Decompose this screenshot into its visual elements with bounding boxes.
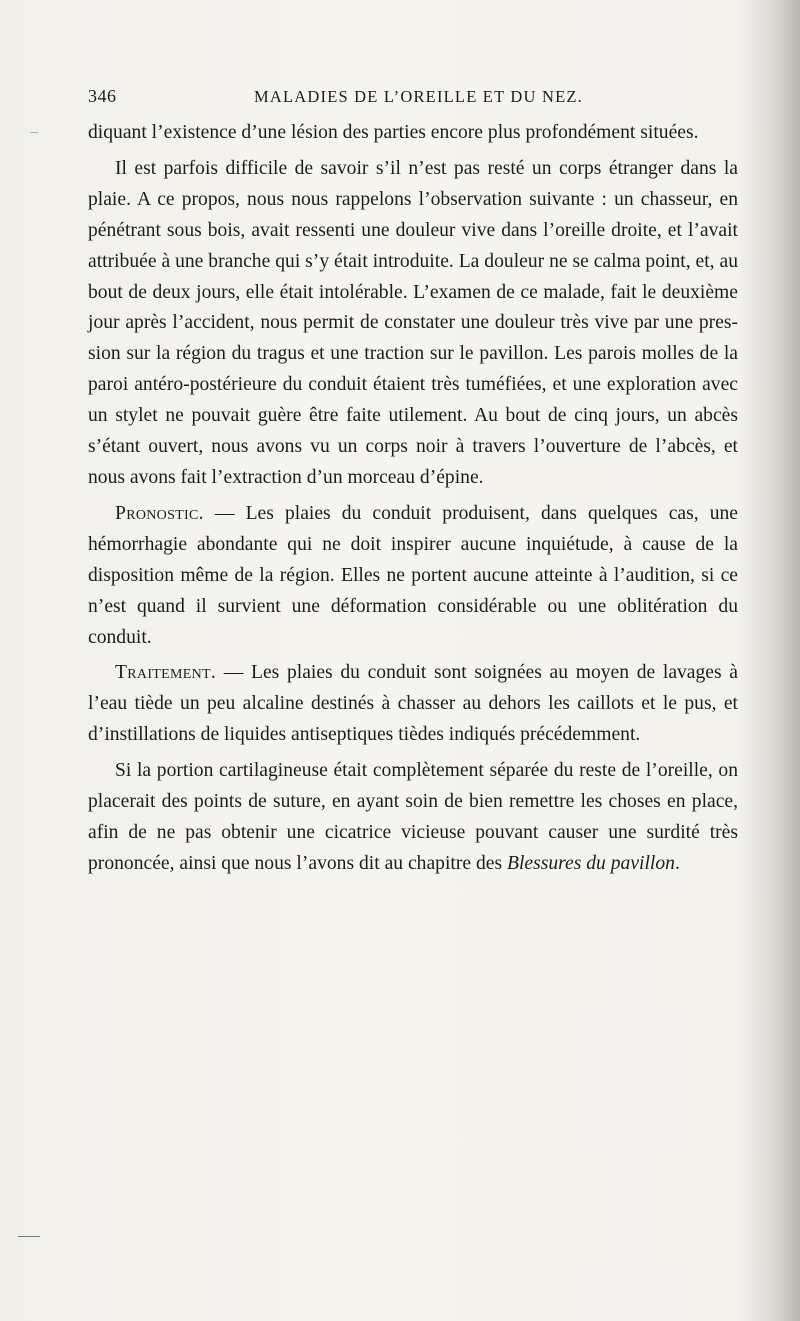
running-header bbox=[88, 86, 738, 110]
page-number: 346 bbox=[88, 86, 117, 106]
margin-mark bbox=[18, 1236, 40, 1237]
chapter-reference: Blessures du pavillon bbox=[506, 852, 675, 874]
paragraph-continuation: diquant l’existence d’une lésion des parties encore plus profondément situées. bbox=[88, 122, 699, 143]
paragraph-traitement-text: — Les plaies du conduit sont soignées au moyen de lavages à l’eau tiède un peu alcaline destinés à chasser au dehors les caillots et le pus, et d’instillations de liquides antiseptiques tièdes indiqués précédemment. bbox=[88, 662, 738, 746]
page-edge-shadow bbox=[738, 0, 800, 1321]
paragraph-suture-text: Si la portion cartilagineuse était complètement séparée du reste de l’oreille, on placerait des points de suture, en ayant soin de bien remettre les choses en place, afin de ne pas obtenir une cicatrice vicieuse pouvant causer une surdité très prononcée, ainsi que nous l’avons dit au chapitre des bbox=[88, 760, 738, 874]
paragraph-suture-end: . bbox=[674, 852, 680, 874]
section-label-pronostic: Pronostic. bbox=[115, 502, 204, 524]
paragraph-suture bbox=[88, 756, 738, 880]
margin-tick bbox=[30, 132, 38, 133]
paragraph-pronostic-text: — Les plaies du conduit produisent, dans quelques cas, une hémorrhagie abondante qui ne doit inspirer aucune inquiétude, à cause de la disposition même de la région. Elles ne portent aucune atteinte à l’audition, si ce n’est quand il survient une déformation considérable ou une oblitération du conduit. bbox=[88, 502, 738, 648]
section-label-traitement: Traitement. bbox=[115, 662, 217, 684]
paragraph-foreign-body: Il est parfois difficile de savoir s’il n’est pas resté un corps étranger dans la plaie. A ce propos, nous nous rappelons l’observation suivante : un chasseur, en pénétrant sous bois, avait ressenti une douleur vive dans l’oreille droite, et l’avait attribuée à une branche qui s’y était introduite. La douleur ne se calma point, et, au bout de deux jours, elle était intolérable. L’examen de ce malade, fait le deuxième jour après l’accident, nous permit de constater une douleur très vive par une pression sur la région du tragus et une traction sur le pavillon. Les parois molles de la paroi antéro-postérieure du conduit étaient très tuméfiées, et une exploration avec un stylet ne pouvait guère être faite utilement. Au bout de cinq jours, un abcès s’étant ouvert, nous avons vu un corps noir à travers l’ouverture de l’abcès, et nous avons fait l’extraction d’un morceau d’épine. bbox=[88, 157, 738, 488]
running-title: MALADIES DE L’OREILLE ET DU NEZ. bbox=[254, 87, 583, 106]
text-body bbox=[88, 118, 738, 885]
paragraph-pronostic bbox=[88, 499, 738, 654]
paragraph-traitement bbox=[88, 658, 738, 751]
